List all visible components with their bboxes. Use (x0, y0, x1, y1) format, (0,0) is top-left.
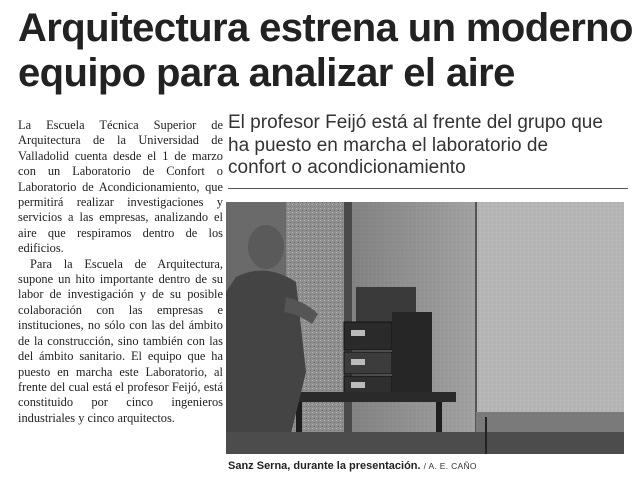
deck-line-1: El profesor Feijó está al frente del grupo que (228, 112, 603, 133)
photo-caption (228, 459, 628, 473)
deck-subheadline (228, 112, 628, 189)
headline-line-2: equipo para analizar el aire (18, 51, 515, 95)
article-body (18, 118, 223, 426)
caption-text: Sanz Serna, durante la presentación. (228, 460, 421, 472)
photo-credit: / A. E. CAÑO (423, 461, 477, 471)
body-paragraph-2: Para la Escuela de Arquitectura, supone un hito importante dentro de su labor de investigación y de su posible colaboración con las empresas e instituciones, no sólo con las del ámbito de la construcción, sino también con las del ámbito sanitario. El equipo que ha puesto en marcha este Laboratorio, al frente del cual está el profesor Feijó, está constituido por cinco ingenieros industriales y cinco arquitectos. (18, 256, 223, 425)
headline (18, 6, 633, 96)
photo-illustration (226, 202, 624, 454)
deck-line-3: confort o acondicionamiento (228, 157, 466, 178)
headline-line-1: Arquitectura estrena un moderno (18, 6, 633, 50)
deck-line-2: ha puesto en marcha el laboratorio de (228, 134, 549, 156)
body-paragraph-1: La Escuela Técnica Superior de Arquitectura de la Universidad de Valladolid cuenta desde el 1 de marzo con un Laboratorio de Confort o Laboratorio de Acondicionamiento, que permitirá realizar investigaciones y servicios a las empresas, analizando el aire que respiramos dentro de los edificios. (18, 118, 223, 256)
news-photo (226, 202, 624, 454)
